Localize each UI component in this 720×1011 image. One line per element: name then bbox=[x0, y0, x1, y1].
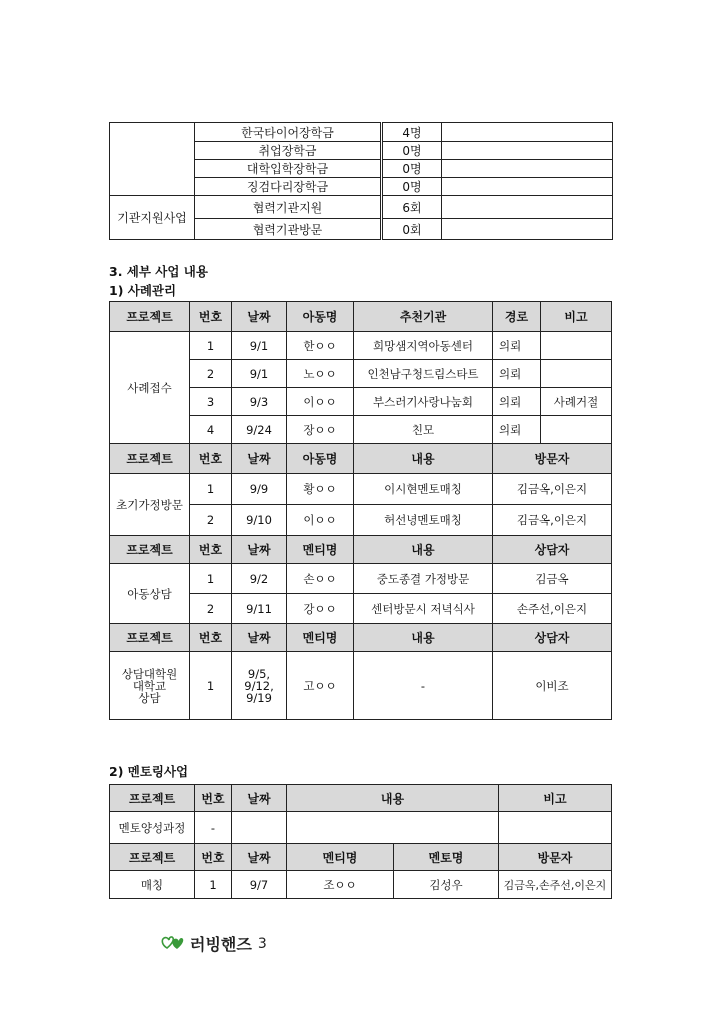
cell-note bbox=[541, 416, 612, 444]
cell-date: 9/9 bbox=[232, 474, 287, 505]
cell-no: 2 bbox=[190, 505, 232, 536]
group-label-line: 상담대학원 bbox=[121, 666, 178, 681]
summary-group-empty bbox=[110, 123, 195, 196]
date-line: 9/12, bbox=[244, 678, 274, 693]
header-counselor: 상담자 bbox=[493, 536, 612, 564]
header-no: 번호 bbox=[190, 302, 232, 332]
header-date: 날짜 bbox=[232, 624, 287, 652]
cell-date: 9/11 bbox=[232, 594, 287, 624]
header-mentee: 멘티명 bbox=[287, 536, 354, 564]
header-org: 추천기관 bbox=[354, 302, 493, 332]
cell-child: 강ㅇㅇ bbox=[287, 594, 354, 624]
header-project: 프로젝트 bbox=[110, 785, 195, 812]
header-project: 프로젝트 bbox=[110, 624, 190, 652]
summary-item: 협력기관방문 bbox=[195, 219, 382, 240]
cell-date: 9/2 bbox=[232, 564, 287, 594]
header-date: 날짜 bbox=[232, 844, 287, 871]
header-visitor: 방문자 bbox=[493, 444, 612, 474]
group-label-grad-counseling bbox=[110, 652, 190, 720]
cell-date: 9/10 bbox=[232, 505, 287, 536]
cell-date bbox=[232, 812, 287, 844]
summary-table bbox=[109, 122, 613, 240]
header-content: 내용 bbox=[287, 785, 499, 812]
cell-child: 황ㅇㅇ bbox=[287, 474, 354, 505]
date-line: 9/19 bbox=[246, 690, 272, 705]
brand-name: 러빙핸즈 bbox=[190, 935, 252, 954]
group-label-home-visit: 초기가정방문 bbox=[110, 474, 190, 536]
summary-item: 한국타이어장학금 bbox=[195, 123, 382, 142]
cell-mentee: 조ㅇㅇ bbox=[287, 871, 394, 899]
summary-item: 협력기관지원 bbox=[195, 196, 382, 219]
cell-content: 이시현멘토매칭 bbox=[354, 474, 493, 505]
header-no: 번호 bbox=[190, 624, 232, 652]
cell-no: 1 bbox=[190, 564, 232, 594]
cell-content bbox=[287, 812, 499, 844]
cell-no: 1 bbox=[195, 871, 232, 899]
cell-child: 이ㅇㅇ bbox=[287, 388, 354, 416]
header-project: 프로젝트 bbox=[110, 844, 195, 871]
cell-no: 1 bbox=[190, 332, 232, 360]
header-date: 날짜 bbox=[232, 785, 287, 812]
header-route: 경로 bbox=[493, 302, 541, 332]
cell-project: 매칭 bbox=[110, 871, 195, 899]
group-label-case-intake: 사례접수 bbox=[110, 332, 190, 444]
page-number: 3 bbox=[257, 935, 267, 952]
cell-child: 한ㅇㅇ bbox=[287, 332, 354, 360]
summary-value: 4명 bbox=[382, 123, 442, 142]
cell-child: 손ㅇㅇ bbox=[287, 564, 354, 594]
header-content: 내용 bbox=[354, 536, 493, 564]
cell-no: 2 bbox=[190, 594, 232, 624]
cell-date: 9/24 bbox=[232, 416, 287, 444]
cell-mentor: 김성우 bbox=[394, 871, 499, 899]
date-line: 9/5, bbox=[247, 666, 271, 681]
summary-value: 0회 bbox=[382, 219, 442, 240]
group-label-child-counseling: 아동상담 bbox=[110, 564, 190, 624]
header-note: 비고 bbox=[541, 302, 612, 332]
footer bbox=[160, 932, 267, 955]
cell-org: 친모 bbox=[354, 416, 493, 444]
header-note: 비고 bbox=[499, 785, 612, 812]
header-counselor: 상담자 bbox=[493, 624, 612, 652]
cell-date: 9/1 bbox=[232, 360, 287, 388]
summary-value: 0명 bbox=[382, 178, 442, 196]
cell-counselor: 김금옥 bbox=[493, 564, 612, 594]
summary-item: 취업장학금 bbox=[195, 142, 382, 160]
header-project: 프로젝트 bbox=[110, 536, 190, 564]
cell-route: 의뢰 bbox=[493, 416, 541, 444]
summary-group-label: 기관지원사업 bbox=[110, 196, 195, 240]
header-no: 번호 bbox=[195, 844, 232, 871]
cell-note bbox=[541, 332, 612, 360]
cell-counselor: 이비조 bbox=[493, 652, 612, 720]
header-date: 날짜 bbox=[232, 302, 287, 332]
header-mentee: 멘티명 bbox=[287, 624, 354, 652]
summary-value: 0명 bbox=[382, 142, 442, 160]
loving-hands-logo-icon bbox=[160, 932, 186, 955]
cell-visitor: 김금옥,이은지 bbox=[493, 505, 612, 536]
header-no: 번호 bbox=[190, 444, 232, 474]
section2-title: 2) 멘토링사업 bbox=[109, 764, 189, 779]
cell-child: 고ㅇㅇ bbox=[287, 652, 354, 720]
cell-org: 부스러기사랑나눔회 bbox=[354, 388, 493, 416]
section1-title: 1) 사례관리 bbox=[109, 283, 177, 298]
summary-value: 6회 bbox=[382, 196, 442, 219]
cell-content: 허선녕멘토매칭 bbox=[354, 505, 493, 536]
cell-content: 중도종결 가정방문 bbox=[354, 564, 493, 594]
cell-route: 의뢰 bbox=[493, 388, 541, 416]
cell-date: 9/3 bbox=[232, 388, 287, 416]
header-project: 프로젝트 bbox=[110, 302, 190, 332]
cell-child: 이ㅇㅇ bbox=[287, 505, 354, 536]
header-child: 아동명 bbox=[287, 444, 354, 474]
cell-content: 센터방문시 저녁식사 bbox=[354, 594, 493, 624]
cell-org: 인천남구청드림스타트 bbox=[354, 360, 493, 388]
header-mentor: 멘토명 bbox=[394, 844, 499, 871]
mentoring-table bbox=[109, 784, 612, 899]
cell-no: - bbox=[195, 812, 232, 844]
header-no: 번호 bbox=[190, 536, 232, 564]
summary-item: 징검다리장학금 bbox=[195, 178, 382, 196]
header-no: 번호 bbox=[195, 785, 232, 812]
header-content: 내용 bbox=[354, 444, 493, 474]
header-mentee: 멘티명 bbox=[287, 844, 394, 871]
cell-child: 장ㅇㅇ bbox=[287, 416, 354, 444]
cell-content: - bbox=[354, 652, 493, 720]
header-project: 프로젝트 bbox=[110, 444, 190, 474]
header-content: 내용 bbox=[354, 624, 493, 652]
cell-note bbox=[499, 812, 612, 844]
group-label-line: 대학교 bbox=[132, 678, 167, 693]
cell-visitor: 김금옥,이은지 bbox=[493, 474, 612, 505]
summary-item: 대학입학장학금 bbox=[195, 160, 382, 178]
cell-note: 사례거절 bbox=[541, 388, 612, 416]
cell-no: 2 bbox=[190, 360, 232, 388]
cell-project: 멘토양성과정 bbox=[110, 812, 195, 844]
cell-date: 9/7 bbox=[232, 871, 287, 899]
cell-route: 의뢰 bbox=[493, 360, 541, 388]
cell-visitor: 김금옥,손주선,이은지 bbox=[499, 871, 612, 899]
header-child: 아동명 bbox=[287, 302, 354, 332]
header-date: 날짜 bbox=[232, 536, 287, 564]
case-management-table bbox=[109, 301, 612, 720]
cell-no: 4 bbox=[190, 416, 232, 444]
cell-note bbox=[541, 360, 612, 388]
cell-route: 의뢰 bbox=[493, 332, 541, 360]
cell-no: 1 bbox=[190, 474, 232, 505]
header-date: 날짜 bbox=[232, 444, 287, 474]
cell-no: 1 bbox=[190, 652, 232, 720]
cell-date bbox=[232, 652, 287, 720]
section3-title: 3. 세부 사업 내용 bbox=[109, 264, 208, 279]
group-label-line: 상담 bbox=[138, 690, 161, 705]
cell-org: 희망샘지역아동센터 bbox=[354, 332, 493, 360]
cell-no: 3 bbox=[190, 388, 232, 416]
summary-value: 0명 bbox=[382, 160, 442, 178]
cell-child: 노ㅇㅇ bbox=[287, 360, 354, 388]
cell-date: 9/1 bbox=[232, 332, 287, 360]
cell-counselor: 손주선,이은지 bbox=[493, 594, 612, 624]
header-visitor: 방문자 bbox=[499, 844, 612, 871]
